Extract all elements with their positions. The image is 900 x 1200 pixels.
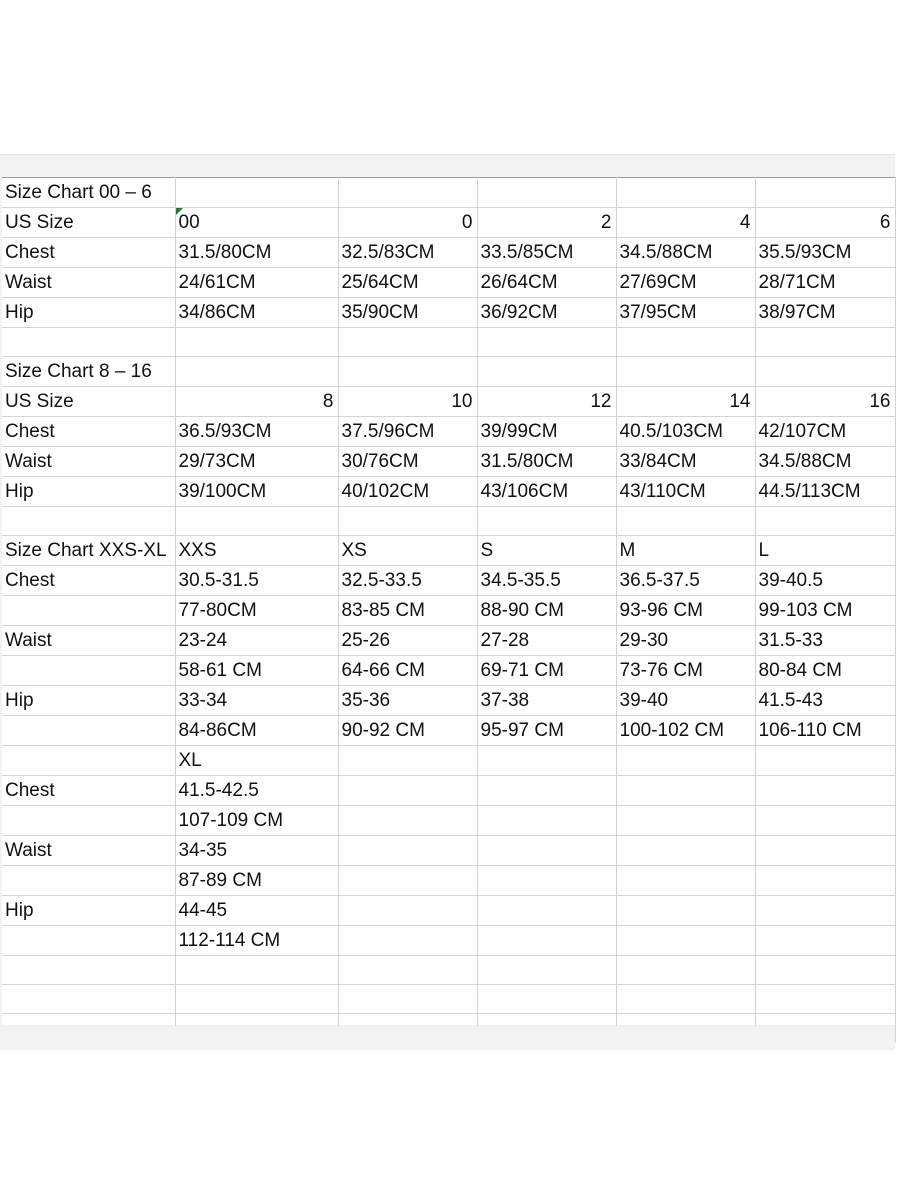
table-cell[interactable]	[477, 328, 616, 357]
table-cell[interactable]: M	[616, 536, 755, 566]
table-cell[interactable]	[477, 357, 616, 387]
table-cell[interactable]	[616, 178, 755, 208]
table-cell[interactable]: 106-110 CM	[755, 716, 895, 746]
row-label-cell[interactable]: Waist	[2, 268, 175, 298]
table-cell[interactable]	[477, 926, 616, 956]
table-cell[interactable]	[755, 985, 895, 1014]
table-cell[interactable]: 42/107CM	[755, 417, 895, 447]
table-row	[2, 596, 895, 626]
table-cell[interactable]: 10	[338, 387, 477, 417]
table-cell[interactable]: 23-24	[175, 626, 338, 656]
table-cell[interactable]	[616, 896, 755, 926]
table-cell[interactable]: 28/71CM	[755, 268, 895, 298]
table-cell[interactable]	[477, 746, 616, 776]
row-label-cell[interactable]: Chest	[2, 417, 175, 447]
table-cell[interactable]: L	[755, 536, 895, 566]
table-row	[2, 626, 895, 656]
table-row	[2, 387, 895, 417]
table-cell[interactable]: 93-96 CM	[616, 596, 755, 626]
table-cell[interactable]	[755, 956, 895, 985]
table-row	[2, 866, 895, 896]
table-cell[interactable]: 2	[477, 208, 616, 238]
table-row	[2, 985, 895, 1014]
table-cell[interactable]: XL	[175, 746, 338, 776]
table-cell[interactable]	[755, 836, 895, 866]
row-label-cell[interactable]: Hip	[2, 477, 175, 507]
row-label-cell[interactable]	[2, 746, 175, 776]
table-row	[2, 178, 895, 208]
table-cell[interactable]	[338, 836, 477, 866]
row-label-cell[interactable]	[2, 507, 175, 536]
table-cell[interactable]: 30/76CM	[338, 447, 477, 477]
table-cell[interactable]: 73-76 CM	[616, 656, 755, 686]
table-cell[interactable]	[338, 507, 477, 536]
table-cell[interactable]	[175, 985, 338, 1014]
row-label-cell[interactable]: Waist	[2, 836, 175, 866]
table-cell[interactable]	[477, 866, 616, 896]
table-cell[interactable]	[175, 956, 338, 985]
row-label-cell[interactable]	[2, 956, 175, 985]
table-cell[interactable]	[477, 507, 616, 536]
table-cell[interactable]	[477, 985, 616, 1014]
table-cell[interactable]: 31.5/80CM	[175, 238, 338, 268]
table-cell[interactable]: 34-35	[175, 836, 338, 866]
table-cell[interactable]: 37.5/96CM	[338, 417, 477, 447]
table-cell[interactable]	[755, 806, 895, 836]
table-cell[interactable]: 39-40	[616, 686, 755, 716]
table-cell[interactable]	[175, 507, 338, 536]
table-cell[interactable]: 39/99CM	[477, 417, 616, 447]
table-cell[interactable]: 43/106CM	[477, 477, 616, 507]
table-cell[interactable]: 95-97 CM	[477, 716, 616, 746]
table-cell[interactable]	[755, 896, 895, 926]
table-cell[interactable]	[338, 806, 477, 836]
row-label-cell[interactable]: Size Chart XXS-XL	[2, 536, 175, 566]
table-cell[interactable]	[338, 956, 477, 985]
table-cell[interactable]: 100-102 CM	[616, 716, 755, 746]
table-cell[interactable]	[477, 836, 616, 866]
row-label-cell[interactable]	[2, 716, 175, 746]
table-cell[interactable]	[755, 178, 895, 208]
table-cell[interactable]: 44-45	[175, 896, 338, 926]
table-cell[interactable]	[338, 866, 477, 896]
table-cell[interactable]: 88-90 CM	[477, 596, 616, 626]
table-cell[interactable]	[338, 746, 477, 776]
table-row	[2, 208, 895, 238]
table-row	[2, 776, 895, 806]
table-cell[interactable]	[175, 328, 338, 357]
table-cell[interactable]	[755, 776, 895, 806]
table-row	[2, 956, 895, 985]
size-chart-table	[2, 177, 896, 1043]
table-cell[interactable]	[755, 866, 895, 896]
table-cell[interactable]: 30.5-31.5	[175, 566, 338, 596]
table-cell[interactable]: 31.5/80CM	[477, 447, 616, 477]
table-cell[interactable]: 6	[755, 208, 895, 238]
table-cell[interactable]	[338, 178, 477, 208]
table-cell[interactable]	[616, 926, 755, 956]
table-cell[interactable]	[338, 926, 477, 956]
table-cell[interactable]: 16	[755, 387, 895, 417]
table-cell[interactable]	[616, 985, 755, 1014]
table-cell[interactable]: 29/73CM	[175, 447, 338, 477]
table-cell[interactable]	[338, 985, 477, 1014]
table-cell[interactable]: 107-109 CM	[175, 806, 338, 836]
table-cell[interactable]: 41.5-42.5	[175, 776, 338, 806]
row-label-cell[interactable]: Waist	[2, 626, 175, 656]
table-cell[interactable]: 33.5/85CM	[477, 238, 616, 268]
table-cell[interactable]: 12	[477, 387, 616, 417]
table-cell[interactable]: 87-89 CM	[175, 866, 338, 896]
row-label-cell[interactable]	[2, 328, 175, 357]
table-cell[interactable]: 77-80CM	[175, 596, 338, 626]
table-cell[interactable]	[755, 746, 895, 776]
table-cell[interactable]	[755, 328, 895, 357]
table-row	[2, 656, 895, 686]
table-cell[interactable]: XS	[338, 536, 477, 566]
table-cell[interactable]: 99-103 CM	[755, 596, 895, 626]
table-cell[interactable]: 25/64CM	[338, 268, 477, 298]
table-cell[interactable]: S	[477, 536, 616, 566]
row-label-cell[interactable]: Size Chart 8 – 16	[2, 357, 175, 387]
table-cell[interactable]	[616, 866, 755, 896]
table-cell[interactable]	[616, 836, 755, 866]
table-cell[interactable]: 38/97CM	[755, 298, 895, 328]
row-label-cell[interactable]: Waist	[2, 447, 175, 477]
table-cell[interactable]: 8	[175, 387, 338, 417]
table-cell[interactable]: 58-61 CM	[175, 656, 338, 686]
table-row	[2, 328, 895, 357]
table-cell[interactable]: 44.5/113CM	[755, 477, 895, 507]
table-row	[2, 686, 895, 716]
table-cell[interactable]: 83-85 CM	[338, 596, 477, 626]
table-row	[2, 536, 895, 566]
table-cell[interactable]: 35-36	[338, 686, 477, 716]
row-label-cell[interactable]: Hip	[2, 896, 175, 926]
table-cell[interactable]: 34.5-35.5	[477, 566, 616, 596]
table-cell[interactable]	[755, 926, 895, 956]
table-cell[interactable]	[755, 357, 895, 387]
table-cell[interactable]: 27/69CM	[616, 268, 755, 298]
table-cell[interactable]	[175, 178, 338, 208]
table-cell[interactable]: 00	[175, 208, 338, 238]
table-cell[interactable]: 14	[616, 387, 755, 417]
row-label-cell[interactable]	[2, 656, 175, 686]
table-row	[2, 806, 895, 836]
row-label-cell[interactable]: US Size	[2, 208, 175, 238]
row-label-cell[interactable]	[2, 985, 175, 1014]
row-label-cell[interactable]: US Size	[2, 387, 175, 417]
table-cell[interactable]: 24/61CM	[175, 268, 338, 298]
row-label-cell[interactable]	[2, 806, 175, 836]
table-cell[interactable]: 37/95CM	[616, 298, 755, 328]
table-row	[2, 268, 895, 298]
table-row	[2, 507, 895, 536]
table-cell[interactable]: 40/102CM	[338, 477, 477, 507]
table-cell[interactable]: 27-28	[477, 626, 616, 656]
table-cell[interactable]: 34/86CM	[175, 298, 338, 328]
table-cell[interactable]: 37-38	[477, 686, 616, 716]
row-label-cell[interactable]: Hip	[2, 298, 175, 328]
table-cell[interactable]	[616, 357, 755, 387]
table-cell[interactable]: 29-30	[616, 626, 755, 656]
row-label-cell[interactable]: Hip	[2, 686, 175, 716]
table-cell[interactable]	[616, 746, 755, 776]
row-label-cell[interactable]: Chest	[2, 776, 175, 806]
spreadsheet-grid	[2, 177, 895, 1025]
table-cell[interactable]: 32.5/83CM	[338, 238, 477, 268]
table-row	[2, 566, 895, 596]
table-row	[2, 447, 895, 477]
table-cell[interactable]	[477, 896, 616, 926]
table-cell[interactable]: 25-26	[338, 626, 477, 656]
table-cell[interactable]: 35/90CM	[338, 298, 477, 328]
table-row	[2, 298, 895, 328]
table-cell[interactable]	[477, 178, 616, 208]
row-label-cell[interactable]: Chest	[2, 238, 175, 268]
table-cell[interactable]: 84-86CM	[175, 716, 338, 746]
error-indicator-icon[interactable]	[176, 208, 183, 215]
table-cell[interactable]: XXS	[175, 536, 338, 566]
table-cell[interactable]: 26/64CM	[477, 268, 616, 298]
row-label-cell[interactable]	[2, 596, 175, 626]
table-cell[interactable]	[616, 328, 755, 357]
table-cell[interactable]	[616, 806, 755, 836]
table-cell[interactable]	[175, 357, 338, 387]
table-cell[interactable]	[338, 776, 477, 806]
table-cell[interactable]: 69-71 CM	[477, 656, 616, 686]
table-cell[interactable]: 64-66 CM	[338, 656, 477, 686]
table-cell[interactable]: 36.5/93CM	[175, 417, 338, 447]
table-cell[interactable]: 33/84CM	[616, 447, 755, 477]
table-row	[2, 716, 895, 746]
table-cell[interactable]: 90-92 CM	[338, 716, 477, 746]
spreadsheet-window	[0, 154, 895, 1050]
table-cell[interactable]	[477, 776, 616, 806]
table-cell[interactable]: 34.5/88CM	[616, 238, 755, 268]
table-row	[2, 417, 895, 447]
table-cell[interactable]: 80-84 CM	[755, 656, 895, 686]
row-label-cell[interactable]	[2, 926, 175, 956]
table-cell[interactable]: 31.5-33	[755, 626, 895, 656]
table-row	[2, 477, 895, 507]
table-cell[interactable]: 43/110CM	[616, 477, 755, 507]
table-cell[interactable]: 4	[616, 208, 755, 238]
table-cell[interactable]: 36.5-37.5	[616, 566, 755, 596]
table-cell[interactable]	[616, 956, 755, 985]
table-cell[interactable]: 40.5/103CM	[616, 417, 755, 447]
table-row	[2, 357, 895, 387]
table-cell[interactable]: 33-34	[175, 686, 338, 716]
table-row	[2, 926, 895, 956]
table-row	[2, 896, 895, 926]
table-cell[interactable]: 32.5-33.5	[338, 566, 477, 596]
table-cell[interactable]	[477, 956, 616, 985]
table-cell[interactable]: 41.5-43	[755, 686, 895, 716]
table-cell[interactable]	[616, 776, 755, 806]
table-cell[interactable]	[338, 328, 477, 357]
table-cell[interactable]	[338, 896, 477, 926]
row-label-cell[interactable]: Size Chart 00 – 6	[2, 178, 175, 208]
table-row	[2, 746, 895, 776]
table-cell[interactable]: 112-114 CM	[175, 926, 338, 956]
table-cell[interactable]: 36/92CM	[477, 298, 616, 328]
table-cell[interactable]	[616, 507, 755, 536]
table-cell[interactable]: 34.5/88CM	[755, 447, 895, 477]
row-label-cell[interactable]: Chest	[2, 566, 175, 596]
table-row	[2, 238, 895, 268]
sheet-bottom-strip	[0, 1026, 895, 1050]
table-cell[interactable]: 0	[338, 208, 477, 238]
table-cell[interactable]	[477, 806, 616, 836]
table-cell[interactable]	[755, 507, 895, 536]
table-cell[interactable]: 39/100CM	[175, 477, 338, 507]
table-cell[interactable]: 39-40.5	[755, 566, 895, 596]
table-row	[2, 836, 895, 866]
table-cell[interactable]: 35.5/93CM	[755, 238, 895, 268]
row-label-cell[interactable]	[2, 866, 175, 896]
table-cell[interactable]	[338, 357, 477, 387]
table-body	[2, 178, 895, 1043]
